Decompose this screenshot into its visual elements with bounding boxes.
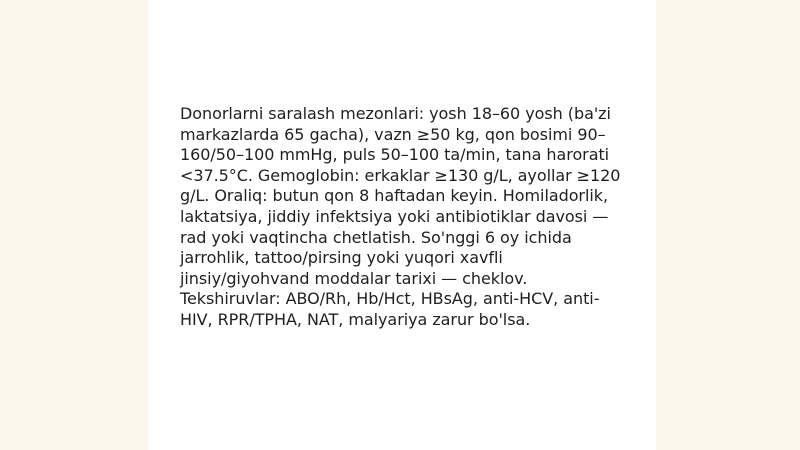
document-page [148,0,656,450]
body-paragraph: Donorlarni saralash mezonlari: yosh 18–60 yosh (ba'zi markazlarda 65 gacha), vazn ≥50 kg, qon bosimi 90–160/50–100 mmHg, puls 50–100 ta/min, tana harorati <37.5°C. Gemoglobin: erkaklar ≥130 g/L, ayollar ≥120 g/L. Oraliq: butun qon 8 haftadan keyin. Homiladorlik, laktatsiya, jiddiy infektsiya yoki antibiotiklar davosi — rad yoki vaqtincha chetlatish. So'nggi 6 oy ichida jarrohlik, tattoo/pirsing yoki yuqori xavfli jinsiy/giyohvand moddalar tarixi — cheklov. Tekshiruvlar: ABO/Rh, Hb/Hct, HBsAg, anti-HCV, anti-HIV, RPR/TPHA, NAT, malyariya zarur bo'lsa. [180,104,621,329]
